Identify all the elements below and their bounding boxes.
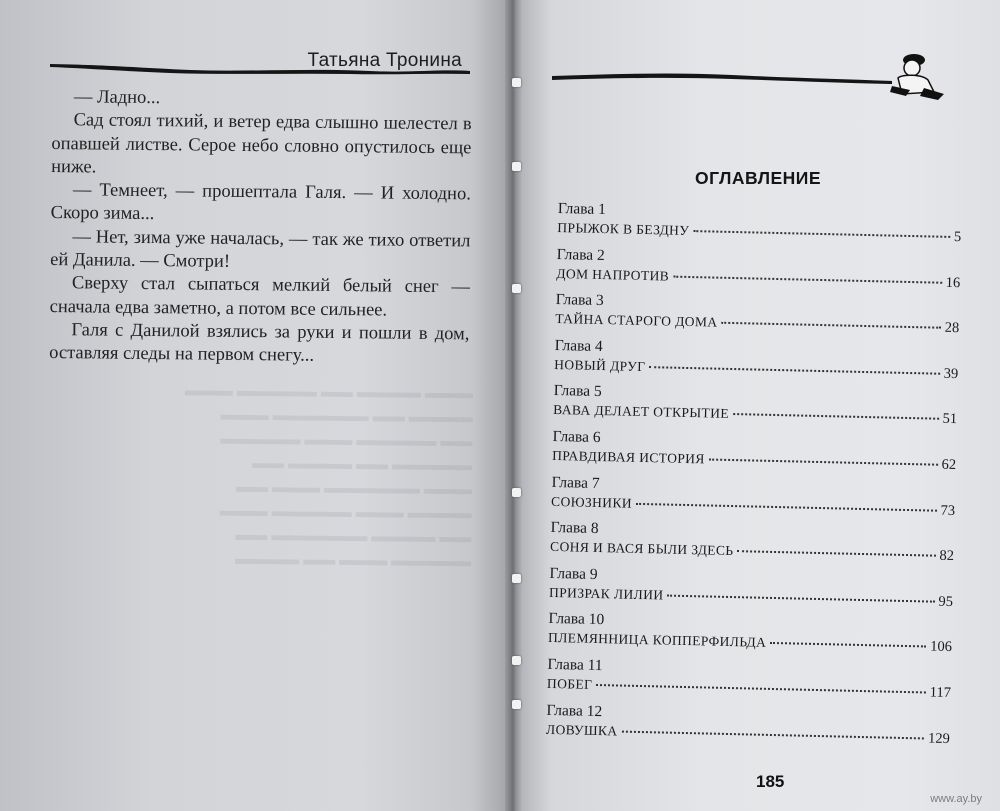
chapter-title: ТАЙНА СТАРОГО ДОМА	[555, 311, 718, 330]
chapter-label: Глава 6	[552, 427, 601, 446]
dot-leader	[709, 458, 938, 465]
paragraph: Сад стоял тихий, и ветер едва слышно шелестел в опавшей листве. Серое небо словно опустилось еще ниже.	[51, 110, 472, 178]
binding-stitch	[512, 162, 521, 171]
dot-leader	[649, 366, 939, 375]
chapter-title: ВАВА ДЕЛАЕТ ОТКРЫТИЕ	[553, 402, 730, 422]
toc-entry[interactable]	[546, 701, 951, 756]
dot-leader	[596, 684, 925, 693]
dot-leader	[733, 413, 939, 420]
chapter-label: Глава 8	[550, 519, 599, 538]
toc-title: ОГЛАВЛЕНИЕ	[695, 168, 822, 188]
story-text	[49, 86, 472, 370]
table-of-contents	[546, 200, 962, 756]
page-ref: 95	[938, 593, 954, 610]
page-number: 185	[756, 772, 785, 791]
chapter-label: Глава 4	[554, 336, 603, 355]
dot-leader	[770, 642, 926, 648]
chapter-title: ПРАВДИВАЯ ИСТОРИЯ	[552, 447, 705, 467]
page-ref: 39	[943, 365, 959, 382]
page-ref: 106	[930, 638, 953, 656]
chapter-title: ЛОВУШКА	[545, 721, 618, 739]
running-head-author: Татьяна Тронина	[307, 50, 462, 71]
chapter-label: Глава 7	[551, 473, 600, 492]
watermark: www.ay.by	[930, 793, 982, 805]
chapter-label: Глава 5	[553, 382, 602, 401]
binding-stitch	[512, 284, 521, 293]
dot-leader	[737, 550, 935, 556]
page-ref: 28	[944, 319, 960, 337]
chapter-label: Глава 10	[548, 610, 605, 629]
show-through-text: ▬▬▬ ▬▬▬▬ ▬▬ ▬▬▬▬▬ ▬▬▬ ▬▬▬▬ ▬▬ ▬▬▬▬▬▬ ▬▬▬ ▬▬ ▬▬▬▬▬ ▬▬▬ ▬▬▬▬▬ ▬▬▬▬▬ ▬▬ ▬▬▬▬ ▬▬ ▬▬▬ ▬▬▬▬▬▬ ▬▬▬ ▬▬ ▬▬▬▬ ▬▬▬ ▬▬▬▬▬ ▬▬▬ ▬▬ ▬▬▬▬ ▬▬▬▬▬▬ ▬▬ ▬▬▬▬▬ ▬▬▬ ▬▬ ▬▬▬▬	[184, 382, 473, 571]
chapter-label: Глава 12	[546, 701, 603, 720]
chapter-title: НОВЫЙ ДРУГ	[554, 356, 646, 374]
dot-leader	[621, 730, 924, 739]
page-ref: 5	[953, 228, 962, 246]
page-ref: 129	[927, 730, 951, 747]
page-ref: 117	[929, 684, 952, 701]
binding-stitch	[512, 78, 521, 87]
chapter-title: ПЛЕМЯННИЦА КОППЕРФИЛЬДА	[547, 630, 767, 651]
dot-leader	[721, 322, 940, 329]
chapter-label: Глава 9	[549, 564, 598, 583]
chapter-title: ДОМ НАПРОТИВ	[556, 265, 670, 284]
paragraph: Сверху стал сыпаться мелкий белый снег — сначала едва заметно, а потом все сильнее.	[49, 273, 471, 321]
chapter-title: СОНЯ И ВАСЯ БЫЛИ ЗДЕСЬ	[549, 539, 734, 559]
header-rule-left	[50, 62, 470, 76]
header-rule-right	[552, 48, 952, 108]
binding-stitch	[512, 574, 521, 583]
chapter-title: СОЮЗНИКИ	[550, 493, 633, 511]
page-ref: 51	[942, 411, 958, 428]
binding-stitch	[512, 488, 521, 497]
paragraph: — Темнеет, — прошептала Галя. — И холодно. Скоро зима...	[50, 180, 471, 225]
page-ref: 16	[945, 274, 961, 291]
dot-leader	[693, 230, 950, 238]
paragraph: — Ладно...	[73, 87, 161, 109]
chapter-title: ПОБЕГ	[546, 675, 593, 692]
chapter-label: Глава 11	[547, 655, 603, 675]
chapter-title: ПРЫЖОК В БЕЗДНУ	[557, 219, 690, 238]
chapter-label: Глава 3	[555, 291, 604, 310]
dot-leader	[667, 594, 934, 602]
dot-leader	[636, 502, 937, 511]
binding-stitch	[512, 700, 521, 709]
chapter-label: Глава 1	[557, 200, 607, 219]
chapter-title: ПРИЗРАК ЛИЛИИ	[548, 584, 664, 603]
page-ref: 73	[940, 502, 956, 519]
reading-figure-icon	[890, 54, 944, 100]
book-spine	[505, 0, 523, 811]
page-ref: 62	[941, 456, 957, 474]
paragraph: — Нет, зима уже началась, — так же тихо ответил ей Данила. — Смотри!	[50, 227, 471, 272]
binding-stitch	[512, 656, 521, 665]
page-ref: 82	[939, 547, 955, 565]
dot-leader	[673, 275, 942, 283]
paragraph: Галя с Данилой взялись за руки и пошли в дом, оставляя следы на первом снегу...	[49, 320, 470, 367]
chapter-label: Глава 2	[556, 245, 605, 264]
